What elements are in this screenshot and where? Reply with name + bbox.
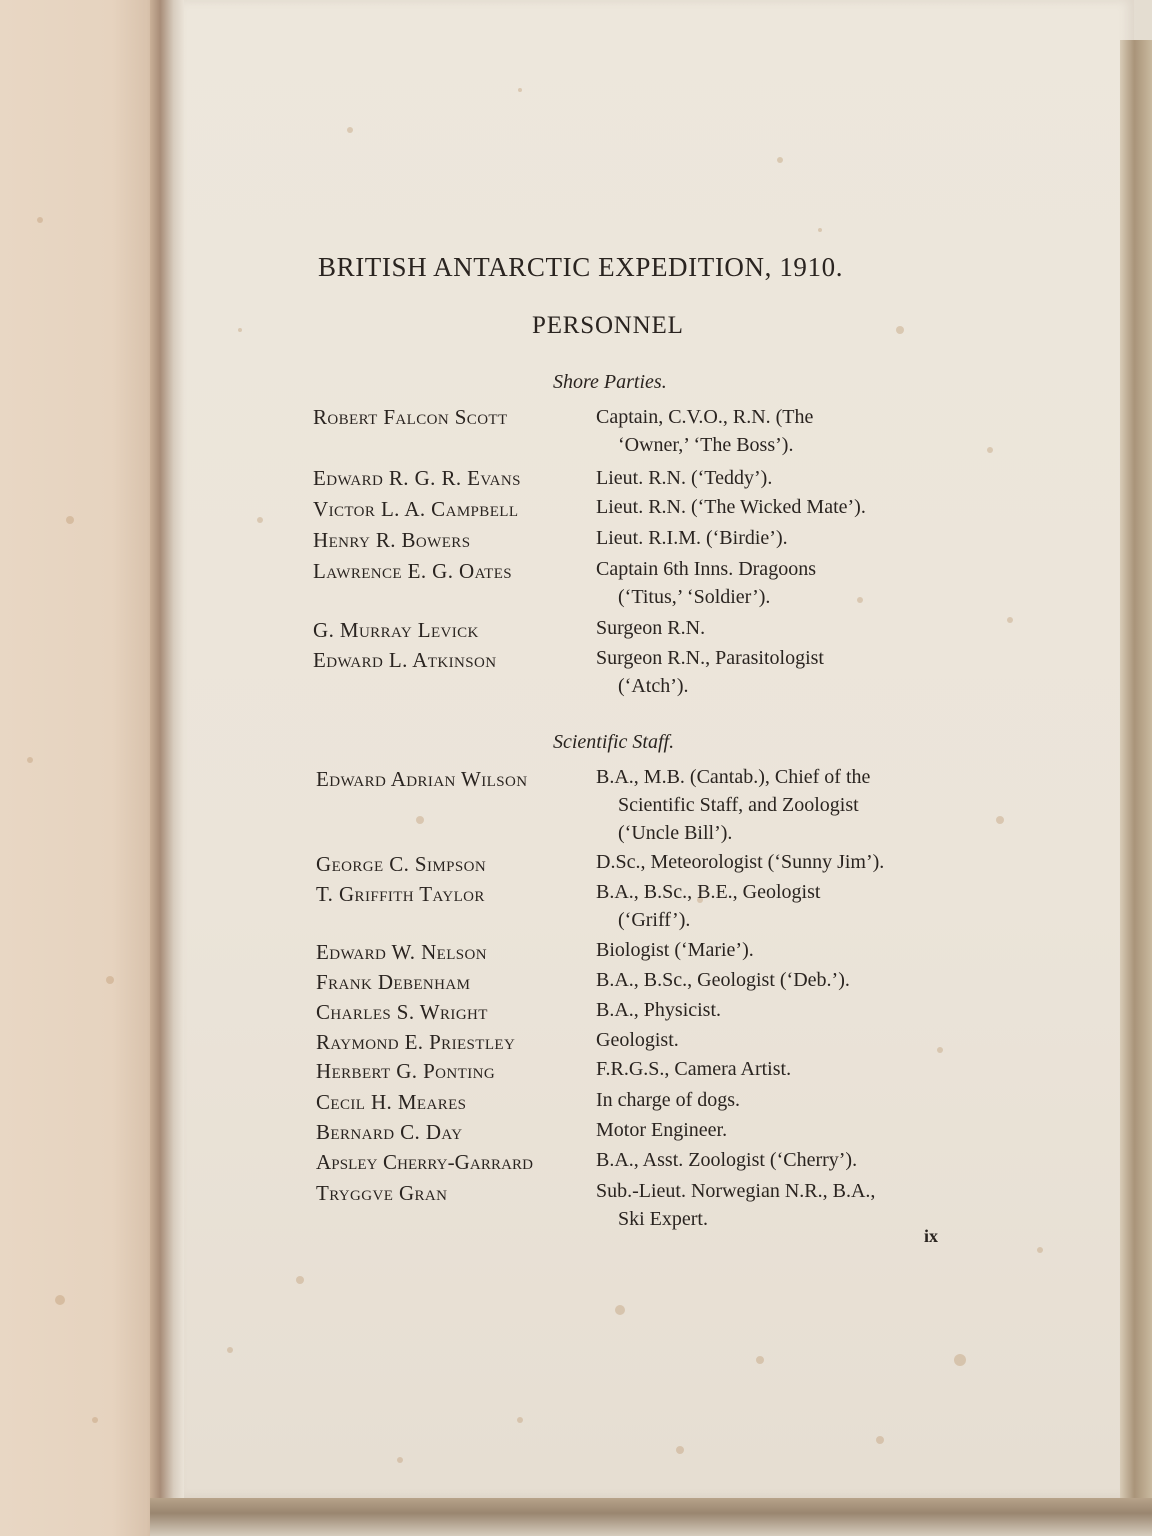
- role-line: (‘Atch’).: [618, 675, 689, 697]
- person-name: George C. Simpson: [316, 852, 487, 876]
- page-edges: [1120, 40, 1152, 1500]
- person-role: [596, 996, 721, 1024]
- person-role: [596, 1026, 679, 1054]
- person-role: [596, 848, 884, 876]
- person-name: Cecil H. Meares: [316, 1090, 467, 1114]
- role-line: Captain 6th Inns. Dragoons: [596, 558, 816, 580]
- person-role: [596, 644, 824, 700]
- person-role: [596, 1146, 857, 1174]
- person-role: [596, 464, 772, 492]
- role-line: B.A., M.B. (Cantab.), Chief of the: [596, 766, 871, 788]
- role-line: Lieut. R.I.M. (‘Birdie’).: [596, 527, 788, 549]
- role-line: F.R.G.S., Camera Artist.: [596, 1058, 792, 1080]
- role-line: Ski Expert.: [618, 1208, 708, 1230]
- role-line: ‘Owner,’ ‘The Boss’).: [618, 434, 794, 456]
- person-name: Raymond E. Priestley: [316, 1030, 516, 1054]
- person-name: Henry R. Bowers: [313, 528, 471, 552]
- person-name: G. Murray Levick: [313, 618, 479, 642]
- role-line: B.A., Asst. Zoologist (‘Cherry’).: [596, 1149, 858, 1171]
- role-line: In charge of dogs.: [596, 1089, 741, 1111]
- scientific-staff-heading: Scientific Staff.: [553, 731, 675, 753]
- role-line: Surgeon R.N.: [596, 617, 706, 639]
- person-role: [596, 936, 754, 964]
- person-role: [596, 966, 850, 994]
- person-name: Edward R. G. R. Evans: [313, 466, 521, 490]
- person-name: Tryggve Gran: [316, 1181, 448, 1205]
- role-line: B.A., B.Sc., Geologist (‘Deb.’).: [596, 969, 850, 991]
- person-name: Herbert G. Ponting: [316, 1059, 496, 1083]
- book-gutter: [150, 0, 184, 1536]
- role-line: D.Sc., Meteorologist (‘Sunny Jim’).: [596, 851, 885, 873]
- left-page: [0, 0, 160, 1536]
- role-line: Surgeon R.N., Parasitologist: [596, 647, 824, 669]
- role-line: B.A., Physicist.: [596, 999, 722, 1021]
- person-role: [596, 555, 816, 611]
- shore-parties-heading: Shore Parties.: [553, 371, 667, 393]
- role-line: Geologist.: [596, 1029, 679, 1051]
- person-name: T. Griffith Taylor: [316, 882, 485, 906]
- role-line: (‘Titus,’ ‘Soldier’).: [618, 586, 771, 608]
- person-name: Apsley Cherry-Garrard: [316, 1150, 534, 1174]
- role-line: Captain, C.V.O., R.N. (The: [596, 406, 814, 428]
- person-role: [596, 878, 820, 934]
- person-role: [596, 614, 705, 642]
- role-line: Lieut. R.N. (‘Teddy’).: [596, 467, 773, 489]
- role-line: (‘Uncle Bill’).: [618, 822, 733, 844]
- person-name: Bernard C. Day: [316, 1120, 463, 1144]
- page-number: ix: [924, 1226, 939, 1246]
- person-role: [596, 493, 866, 521]
- person-role: [596, 524, 788, 552]
- person-name: Charles S. Wright: [316, 1000, 488, 1024]
- page-title: BRITISH ANTARCTIC EXPEDITION, 1910.: [318, 252, 844, 282]
- bottom-page-edges: [150, 1498, 1152, 1536]
- person-name: Robert Falcon Scott: [313, 405, 508, 429]
- role-line: Biologist (‘Marie’).: [596, 939, 754, 961]
- role-line: B.A., B.Sc., B.E., Geologist: [596, 881, 821, 903]
- role-line: Motor Engineer.: [596, 1119, 728, 1141]
- person-role: [596, 1055, 791, 1083]
- role-line: (‘Griff’).: [618, 909, 691, 931]
- person-name: Edward W. Nelson: [316, 940, 487, 964]
- person-role: [596, 1086, 740, 1114]
- person-role: [596, 763, 870, 847]
- person-name: Edward Adrian Wilson: [316, 767, 528, 791]
- person-name: Frank Debenham: [316, 970, 471, 994]
- page-subtitle: PERSONNEL: [532, 312, 684, 339]
- person-role: [596, 403, 813, 459]
- role-line: Lieut. R.N. (‘The Wicked Mate’).: [596, 496, 866, 518]
- role-line: Scientific Staff, and Zoologist: [618, 794, 859, 816]
- person-name: Victor L. A. Campbell: [313, 497, 519, 521]
- person-name: Lawrence E. G. Oates: [313, 559, 513, 583]
- role-line: Sub.-Lieut. Norwegian N.R., B.A.,: [596, 1180, 876, 1202]
- person-role: [596, 1116, 727, 1144]
- person-role: [596, 1177, 875, 1233]
- person-name: Edward L. Atkinson: [313, 648, 497, 672]
